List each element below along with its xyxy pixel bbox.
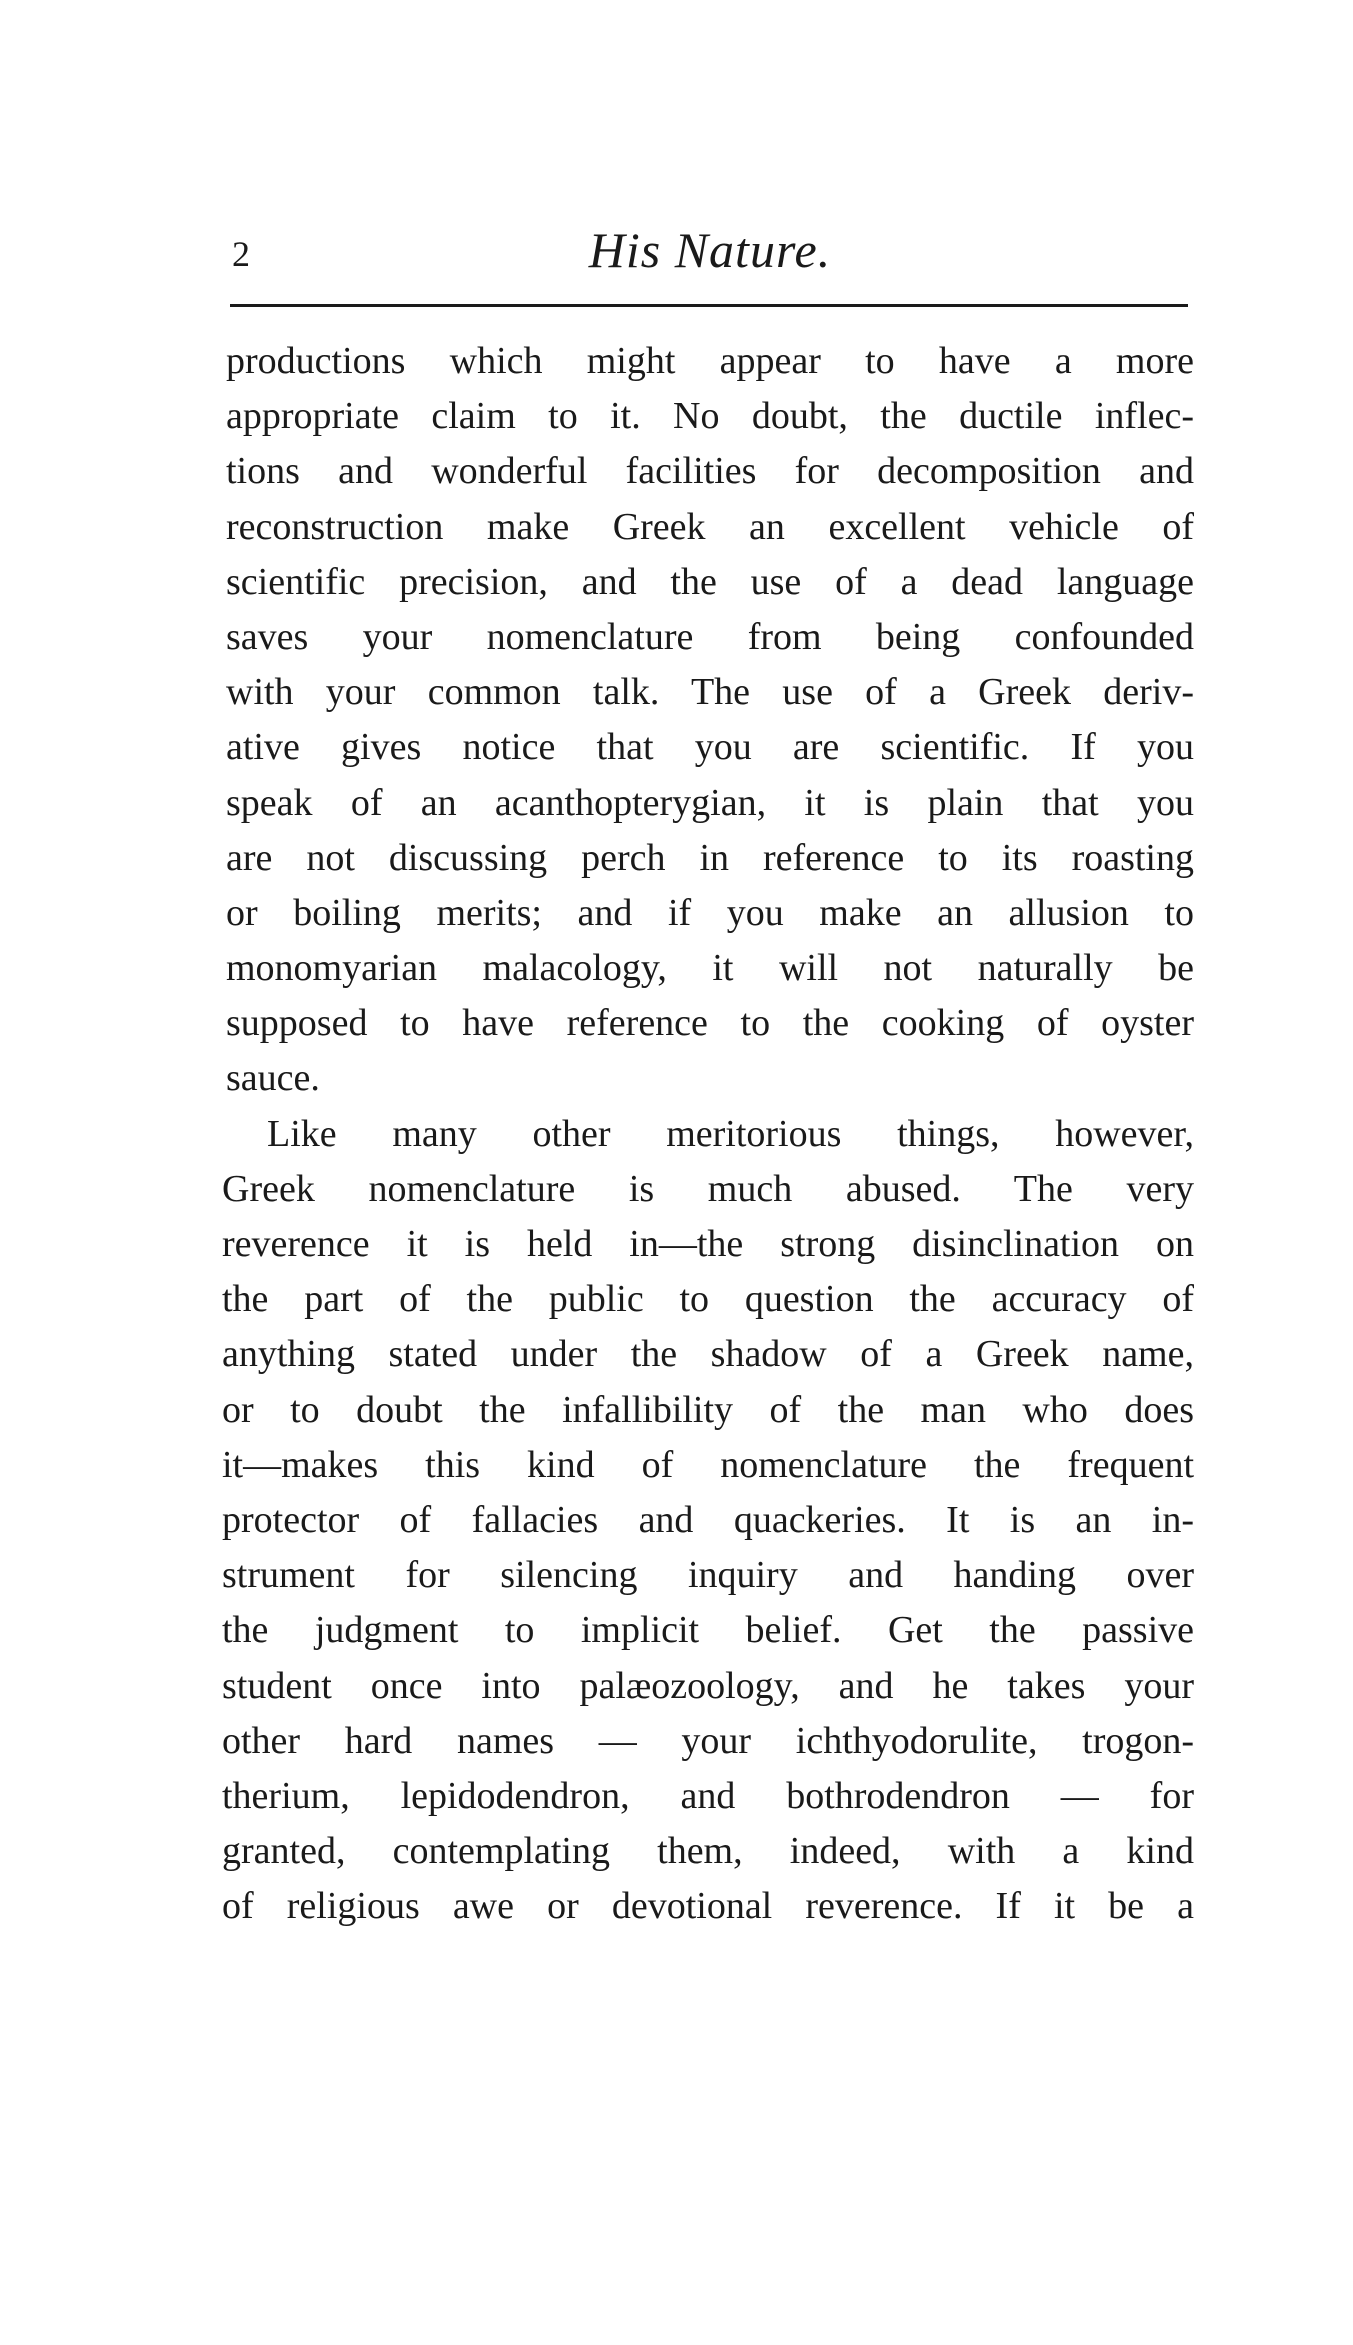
text-line: the part of the public to question the accuracy of	[222, 1278, 1194, 1321]
text-line: Like many other meritorious things, however,	[267, 1112, 1194, 1155]
text-line: sauce.	[226, 1057, 320, 1100]
text-line: or boiling merits; and if you make an allusion to	[226, 891, 1194, 934]
text-line: anything stated under the shadow of a Greek name,	[222, 1333, 1194, 1376]
text-line: strument for silencing inquiry and handing over	[222, 1554, 1194, 1597]
text-line: student once into palæozoology, and he takes your	[222, 1664, 1194, 1707]
text-line: protector of fallacies and quackeries. It is an in-	[222, 1498, 1194, 1541]
text-line: granted, contemplating them, indeed, with a kind	[222, 1830, 1194, 1873]
text-line: scientific precision, and the use of a dead language	[226, 560, 1194, 603]
page-number: 2	[232, 234, 250, 274]
text-line: reverence it is held in—the strong disinclination on	[222, 1223, 1194, 1265]
text-line: Greek nomenclature is much abused. The very	[222, 1167, 1194, 1210]
running-title: His Nature.	[588, 222, 832, 278]
text-line: of religious awe or devotional reverence. If it be a	[222, 1885, 1194, 1928]
text-line: appropriate claim to it. No doubt, the ductile inflec-	[226, 395, 1194, 438]
text-line: speak of an acanthopterygian, it is plain that you	[226, 781, 1194, 824]
text-line: ative gives notice that you are scientific. If you	[226, 726, 1194, 769]
text-line: therium, lepidodendron, and bothrodendron — for	[222, 1774, 1194, 1817]
text-line: productions which might appear to have a more	[226, 340, 1194, 382]
text-line: the judgment to implicit belief. Get the passive	[222, 1609, 1194, 1652]
running-head	[230, 222, 1190, 282]
text-line: monomyarian malacology, it will not naturally be	[226, 947, 1194, 990]
text-line: it—makes this kind of nomenclature the frequent	[222, 1443, 1194, 1486]
text-line: reconstruction make Greek an excellent vehicle of	[226, 505, 1194, 548]
text-line: are not discussing perch in reference to its roasting	[226, 836, 1194, 879]
text-line: other hard names — your ichthyodorulite, trogon-	[222, 1719, 1194, 1762]
body-text	[222, 334, 1194, 1934]
text-line: or to doubt the infallibility of the man who does	[222, 1388, 1194, 1431]
text-line: supposed to have reference to the cooking of oyster	[226, 1002, 1194, 1045]
text-line: saves your nomenclature from being confounded	[226, 615, 1194, 658]
header-rule	[230, 304, 1188, 307]
text-line: tions and wonderful facilities for decomposition and	[226, 450, 1194, 493]
text-line: with your common talk. The use of a Greek deriv-	[226, 671, 1194, 714]
